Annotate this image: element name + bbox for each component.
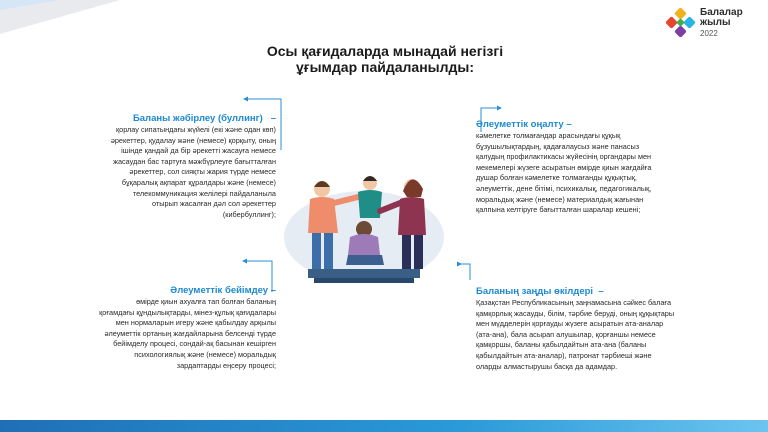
bullying-heading-row bbox=[58, 113, 276, 125]
title-line-1: Осы қағидаларда мынадай негізгі bbox=[266, 43, 504, 59]
title-line-2: ұғымдар пайдаланылды: bbox=[295, 59, 475, 75]
social-heading: Әлеуметтік бейімдеу – bbox=[170, 285, 276, 296]
social-line: өмірде қиын ахуалға тап болған баланың bbox=[136, 297, 276, 306]
bullying-heading: Баланы жәбірлеу (буллинг) bbox=[132, 113, 263, 124]
bullying-line: жасаудан бас тартуға мәжбүрлеуге бағытталған bbox=[113, 156, 276, 166]
social-line: бейімделу процесі, сондай-ақ басынан кешірген bbox=[113, 339, 276, 349]
rehab-line: моральдық және (немесе) материалдық жағынан bbox=[476, 194, 644, 204]
social-line: мен нормаларын игеру және қабылдау арқылы bbox=[115, 318, 276, 328]
connector-reps bbox=[458, 264, 470, 280]
bullying-line: әрекеттер, сол сияқты жария түрде немесе bbox=[129, 167, 276, 177]
social-line: қоғамдағы құндылықтарды, мінез-құлық қағидалары bbox=[99, 307, 276, 317]
bullying-line: телекоммуникация желілері пайдаланыла bbox=[132, 188, 276, 198]
bullying-dash: – bbox=[270, 113, 276, 124]
social-line: психологиялық және (немесе) моральдық bbox=[134, 349, 276, 359]
bullying-line: қорлау сипатындағы жүйелі (екі және одан көп) bbox=[115, 125, 276, 134]
reps-line: қамқоршы, баланы қабылдайтын ата-ана (баланы bbox=[476, 340, 647, 350]
definition-social-adaptation bbox=[58, 285, 276, 371]
reps-line: Қазақстан Республикасының заңнамасына сәйкес балаға bbox=[476, 298, 672, 307]
rehab-line: әлеуметтік, дене бітімі, психикалық, педагогикалық, bbox=[476, 183, 652, 193]
logo-year: 2022 bbox=[700, 29, 718, 38]
arrow-head-icon bbox=[457, 262, 462, 267]
bottom-bar bbox=[0, 420, 768, 432]
definition-social-rehabilitation bbox=[476, 119, 714, 216]
reps-line: оларды алмастырушы басқа да адамдар. bbox=[476, 361, 618, 371]
page-title bbox=[225, 43, 545, 75]
reps-line: қамқорлық жасауды, білім, тәрбие беруді, оның құқықтары bbox=[476, 308, 675, 318]
arrow-head-icon bbox=[243, 97, 248, 102]
logo-line-1: Балалар bbox=[700, 7, 743, 18]
reps-heading-row bbox=[476, 286, 722, 298]
reps-line: мен мүдделерін қорғауды жүзеге асыратын ата-аналар bbox=[476, 319, 664, 329]
definition-legal-representatives bbox=[476, 286, 722, 372]
children-illustration bbox=[278, 157, 450, 287]
bullying-line: әрекеттер, қудалау және (немесе) қорқыту, оның bbox=[110, 135, 276, 145]
reps-line: қабылдайтын ата-аналар), патронат тәрбиеші және bbox=[476, 350, 652, 360]
social-line: зардаптарды еңсеру процесі; bbox=[176, 360, 276, 370]
rehab-heading: Әлеуметтік оңалту – bbox=[476, 119, 572, 130]
reps-line: (ата-ана), бала асырап алушылар, қорғаншы немесе bbox=[476, 329, 656, 339]
rehab-line: қалудың профилактикасы жүйесінің органдары мен bbox=[476, 152, 652, 162]
arrow-head-icon bbox=[242, 259, 247, 264]
rehab-line: душар болған кәмелетке толмағанды құқықтық, bbox=[476, 173, 637, 183]
rehab-line: кәмелетке толмағандар арасындағы құқық bbox=[476, 131, 621, 140]
bullying-line: отырып жасалған дәл сол әрекеттер bbox=[152, 199, 276, 209]
bullying-line: бұқаралық ақпарат құралдары және (немесе) bbox=[121, 177, 276, 187]
definition-bullying bbox=[58, 113, 276, 220]
balalar-zhyly-logo bbox=[666, 6, 758, 42]
logo-line-2: жылы bbox=[700, 17, 731, 28]
rehab-line: бұзушылықтардың, қадағалаусыз және панасыз bbox=[476, 141, 640, 151]
arrow-head-icon bbox=[497, 106, 502, 111]
reps-dash: – bbox=[598, 286, 604, 297]
flower-logo-icon bbox=[666, 8, 696, 38]
logo-text bbox=[700, 8, 743, 39]
corner-accent bbox=[0, 0, 60, 10]
reps-heading: Баланың заңды өкілдері bbox=[476, 286, 594, 297]
rehab-line: қалпына келтіруге бағытталған шаралар кешені; bbox=[476, 205, 641, 215]
rehab-line: мекемелері жүзеге асыратын өмірде қиын жағдайға bbox=[476, 162, 652, 172]
social-line: әлеуметтік ортаның жағдайларына белсенді түрде bbox=[104, 328, 276, 338]
bullying-line: (кибербуллинг); bbox=[222, 209, 276, 219]
bullying-line: ішінде қандай да бір әрекетті жасауға немесе bbox=[121, 146, 276, 156]
